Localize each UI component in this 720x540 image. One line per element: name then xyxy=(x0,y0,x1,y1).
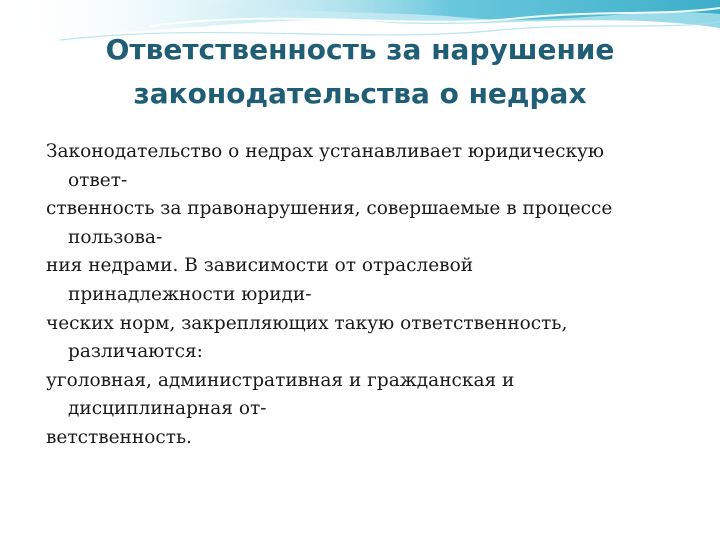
body-line: уголовная, административная и гражданская и xyxy=(46,369,515,391)
body-line: различаются: xyxy=(68,341,203,363)
body-line: ния недрами. В зависимости от отраслевой xyxy=(46,255,474,277)
body-line: ветственность. xyxy=(46,426,192,448)
body-paragraph xyxy=(46,138,696,453)
body-line: пользова- xyxy=(68,226,163,248)
body-line: принадлежности юриди- xyxy=(68,283,312,305)
slide-title xyxy=(40,28,680,116)
body-line: ческих норм, закрепляющих такую ответственность, xyxy=(46,312,568,334)
body-line: ственность за правонарушения, совершаемые в процессе xyxy=(46,198,613,220)
body-line: дисциплинарная от- xyxy=(68,398,267,420)
title-line-1: Ответственность за нарушение xyxy=(105,33,615,66)
title-line-2: законодательства о недрах xyxy=(133,77,587,110)
body-line: ответ- xyxy=(68,169,128,191)
body-line: Законодательство о недрах устанавливает юридическую xyxy=(46,141,605,162)
